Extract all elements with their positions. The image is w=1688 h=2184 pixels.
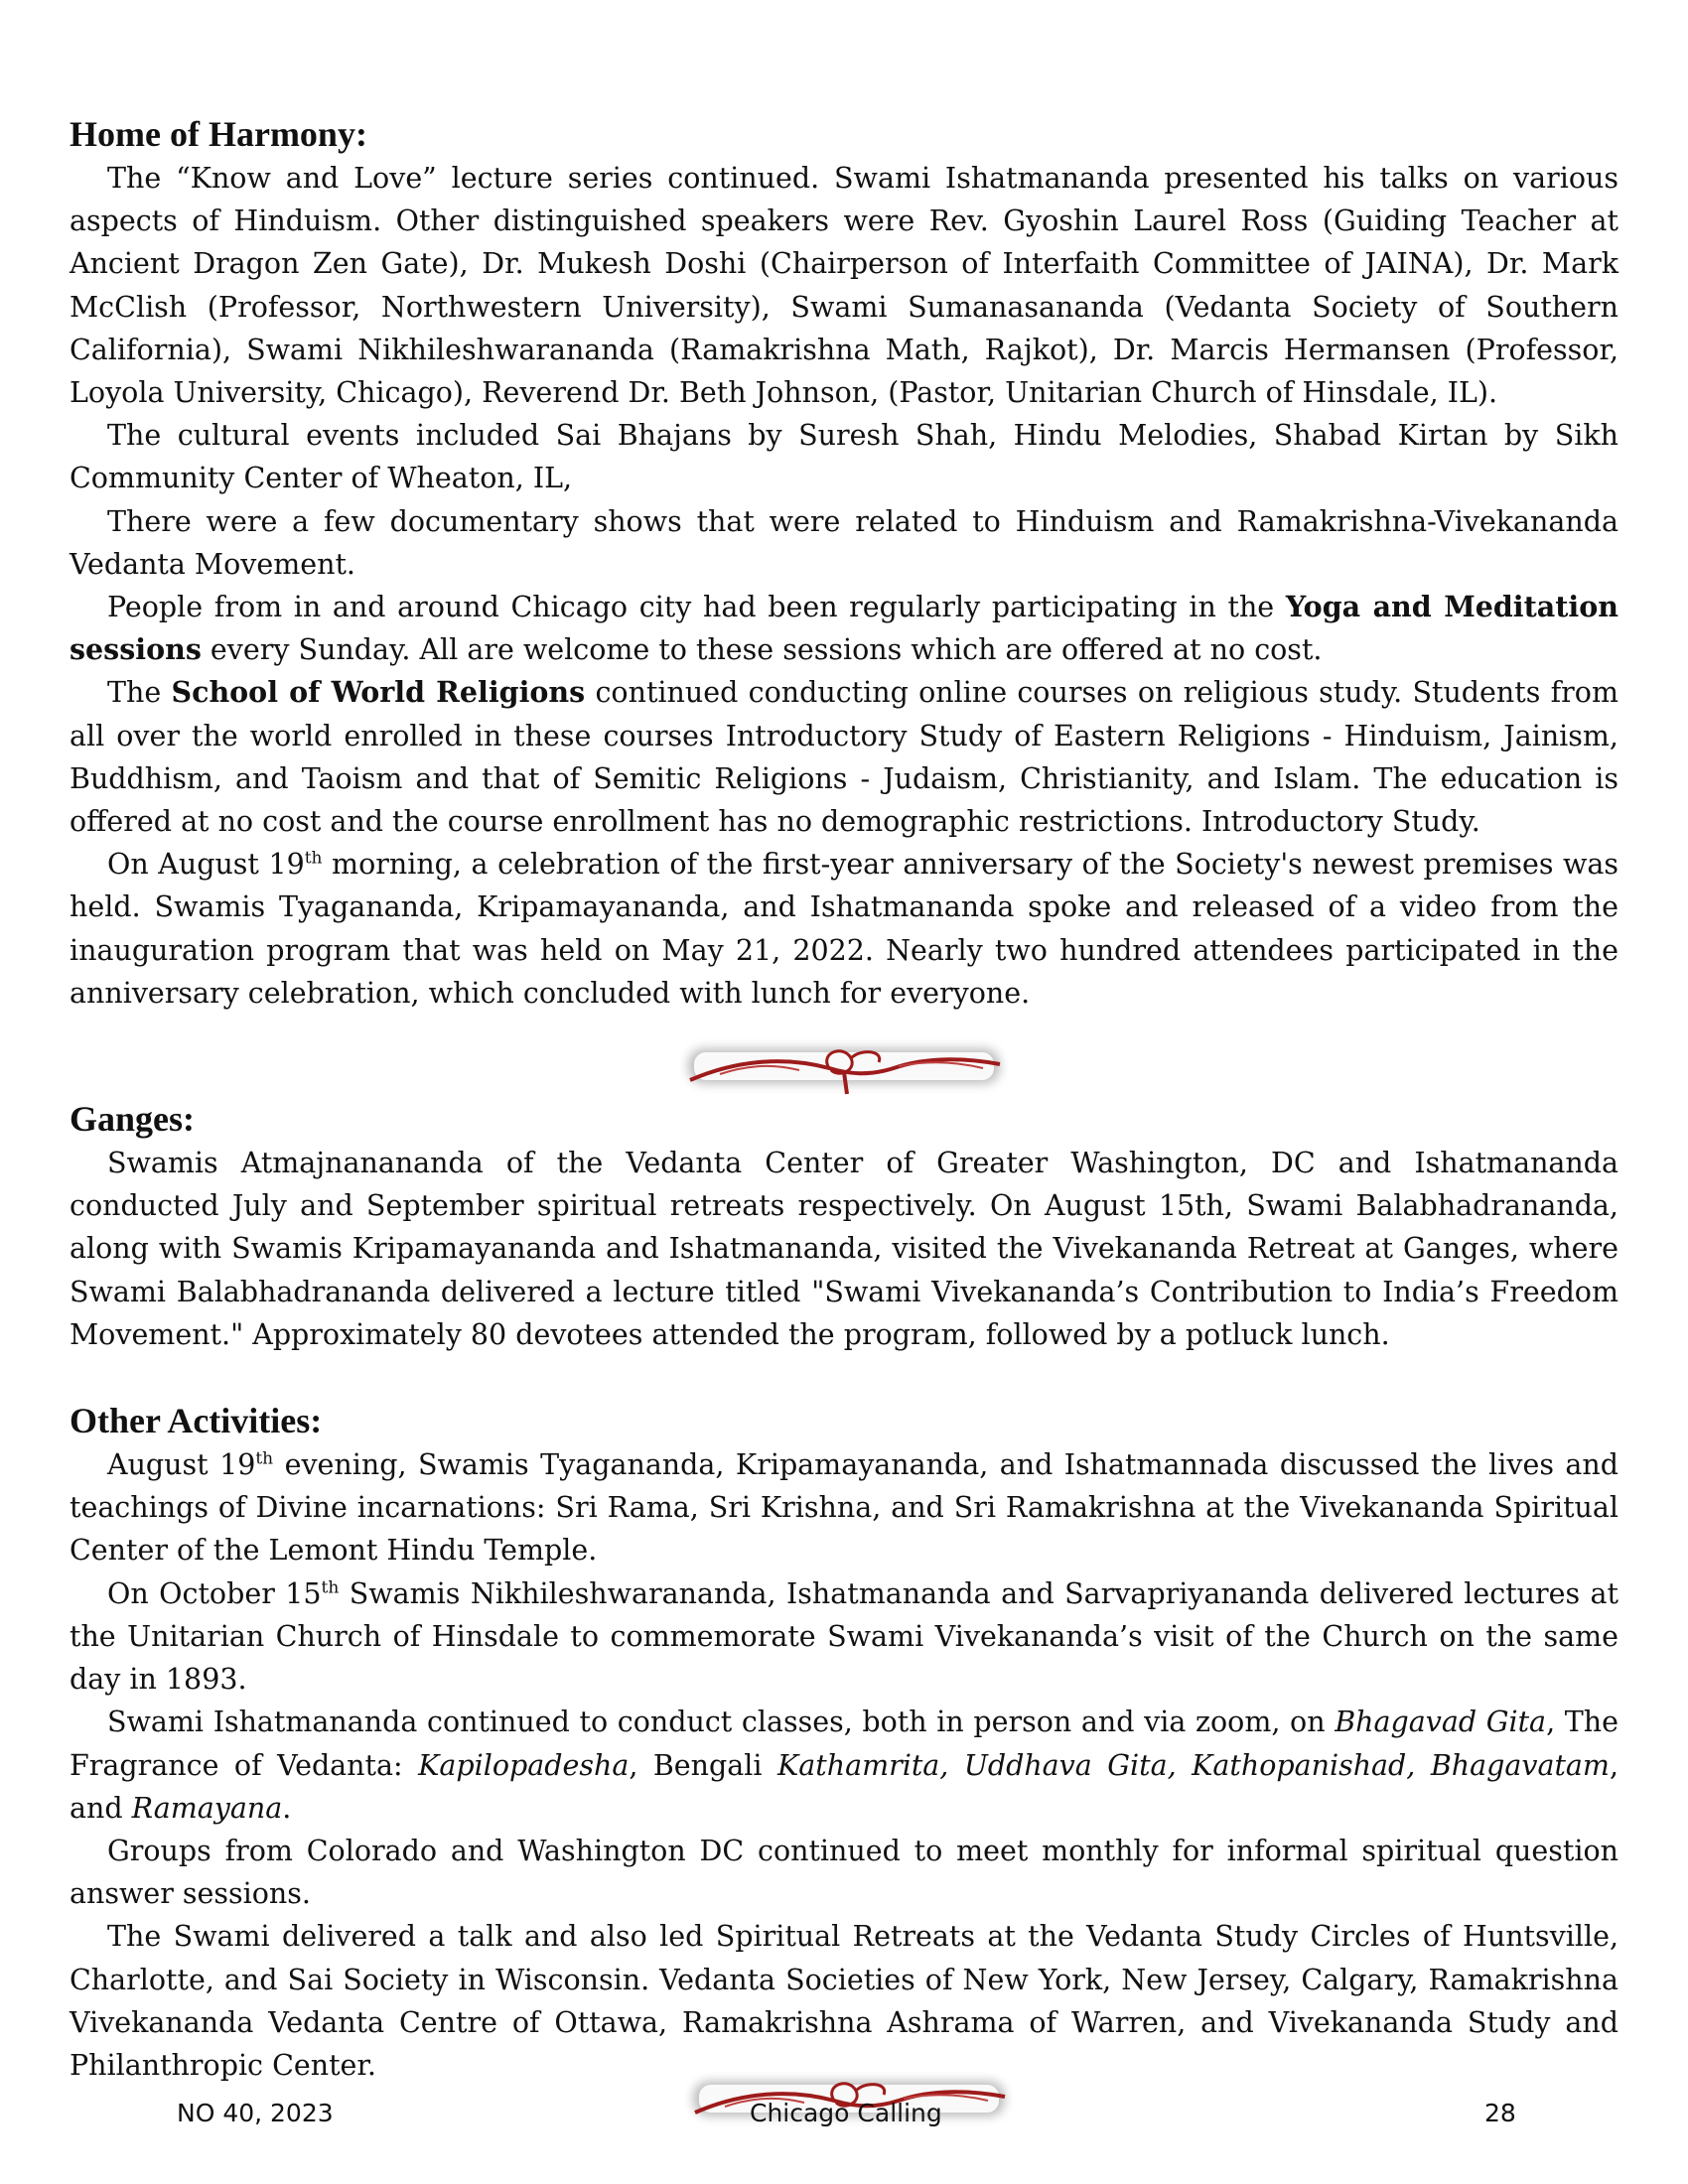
classes-text-5: . <box>282 1791 292 1825</box>
anniversary-text-start: On August 19 <box>107 848 305 882</box>
title-ramayana: Ramayana <box>131 1791 283 1825</box>
october-text-end: Swamis Nikhileshwarananda, Ishatmananda and Sarvapriyananda delivered lectures at the Unitarian Church of Hinsdale to commemorate Swami Vivekananda’s visit of the Church on the same day in 1893. <box>70 1576 1619 1697</box>
harmony-paragraph-school <box>70 671 1618 843</box>
classes-text-4: , and <box>70 1748 1618 1825</box>
yoga-text-end: every Sunday. All are welcome to these sessions which are offered at no cost. <box>201 633 1323 667</box>
ordinal-suffix: th <box>321 1577 340 1598</box>
anniversary-text-end: morning, a celebration of the first-year anniversary of the Society's newest premises was held. Swamis Tyagananda, Kripamayananda, and Ishatmananda spoke and released of a video from the inauguration program that was held on May 21, 2022. Nearly two hundred attendees participated in the anniversary celebration, which concluded with lunch for everyone. <box>70 848 1619 1010</box>
school-text-start: The <box>107 676 172 710</box>
classes-text-2: , The Fragrance of Vedanta: <box>70 1706 1618 1782</box>
harmony-paragraph-anniversary <box>70 843 1618 1015</box>
school-of-world-religions-bold: School of World Religions <box>171 675 586 710</box>
title-kapilopadesha: Kapilopadesha <box>418 1748 630 1782</box>
harmony-paragraph-documentaries: There were a few documentary shows that were related to Hinduism and Ramakrishna-Vivekananda Vedanta Movement. <box>70 504 1618 581</box>
other-paragraph-classes <box>70 1701 1618 1830</box>
classes-text-3: , Bengali <box>629 1748 777 1782</box>
harmony-paragraph-yoga <box>70 586 1618 671</box>
harmony-paragraph-lecture-series: The “Know and Love” lecture series continued. Swami Ishatmananda presented his talks on various aspects of Hinduism. Other distinguished speakers were Rev. Gyoshin Laurel Ross (Guiding Teacher at Ancient Dragon Zen Gate), Dr. Mukesh Doshi (Chairperson of Interfaith Committee of JAINA), Dr. Mark McClish (Professor, Northwestern University), Swami Sumanasananda (Vedanta Society of Southern California), Swami Nikhileshwarananda (Ramakrishna Math, Rajkot), Dr. Marcis Hermansen (Professor, Loyola University, Chicago), Reverend Dr. Beth Johnson, (Pastor, Unitarian Church of Hinsdale, IL). <box>70 162 1618 410</box>
harmony-paragraph-cultural-events: The cultural events included Sai Bhajans by Suresh Shah, Hindu Melodies, Shabad Kirtan by Sikh Community Center of Wheaton, IL, <box>70 419 1618 495</box>
footer-issue: NO 40, 2023 <box>177 2099 334 2127</box>
other-paragraph-august <box>70 1443 1618 1572</box>
classes-text-1: Swami Ishatmananda continued to conduct classes, both in person and via zoom, on <box>107 1706 1336 1739</box>
yoga-text-start: People from in and around Chicago city had been regularly participating in the <box>107 591 1286 624</box>
section-divider <box>70 1040 1618 1096</box>
title-bhagavad-gita: Bhagavad Gita <box>1335 1706 1547 1739</box>
red-ribbon-ornament-icon <box>680 1034 1008 1098</box>
ordinal-suffix: th <box>255 1448 274 1469</box>
other-paragraph-groups: Groups from Colorado and Washington DC continued to meet monthly for informal spiritual question answer sessions. <box>70 1834 1618 1911</box>
ordinal-suffix: th <box>304 848 323 869</box>
other-paragraph-october <box>70 1572 1618 1702</box>
section-heading-other-activities: Other Activities: <box>70 1401 323 1441</box>
section-heading-home-of-harmony: Home of Harmony: <box>70 114 367 154</box>
other-paragraph-retreats: The Swami delivered a talk and also led Spiritual Retreats at the Vedanta Study Circles of Huntsville, Charlotte, and Sai Society in Wisconsin. Vedanta Societies of New York, New Jersey, Calgary, Ramakrishna Vivekananda Vedanta Centre of Ottawa, Ramakrishna Ashrama of Warren, and Vivekananda Study and Philanthropic Center. <box>70 1920 1618 2082</box>
footer-page-number: 28 <box>1484 2099 1516 2127</box>
section-heading-ganges: Ganges: <box>70 1099 195 1140</box>
title-kathamrita-list: Kathamrita, Uddhava Gita, Kathopanishad, Bhagavatam <box>776 1748 1610 1782</box>
august-text-start: August 19 <box>107 1448 256 1482</box>
page-footer <box>0 2075 1688 2154</box>
august-text-end: evening, Swamis Tyagananda, Kripamayananda, and Ishatmannada discussed the lives and teachings of Divine incarnations: Sri Rama, Sri Krishna, and Sri Ramakrishna at the Vivekananda Spiritual Center of the Lemont Hindu Temple. <box>70 1448 1618 1568</box>
yoga-sessions-bold: Yoga and Meditation sessions <box>70 590 1618 667</box>
october-text-start: On October 15 <box>107 1576 322 1610</box>
ganges-paragraph-retreats: Swamis Atmajnanananda of the Vedanta Center of Greater Washington, DC and Ishatmananda conducted July and September spiritual retreats respectively. On August 15th, Swami Balabhadrananda, along with Swamis Kripamayananda and Ishatmananda, visited the Vivekananda Retreat at Ganges, where Swami Balabhadrananda delivered a lecture titled "Swami Vivekananda’s Contribution to India’s Freedom Movement." Approximately 80 devotees attended the program, followed by a potluck lunch. <box>70 1147 1618 1351</box>
school-text-end: continued conducting online courses on religious study. Students from all over the world enrolled in these courses Introductory Study of Eastern Religions - Hinduism, Jainism, Buddhism, and Taoism and that of Semitic Religions - Judaism, Christianity, and Islam. The education is offered at no cost and the course enrollment has no demographic restrictions. Introductory Study. <box>70 676 1618 839</box>
footer-publication: Chicago Calling <box>750 2099 942 2127</box>
page-body <box>70 111 1618 2087</box>
